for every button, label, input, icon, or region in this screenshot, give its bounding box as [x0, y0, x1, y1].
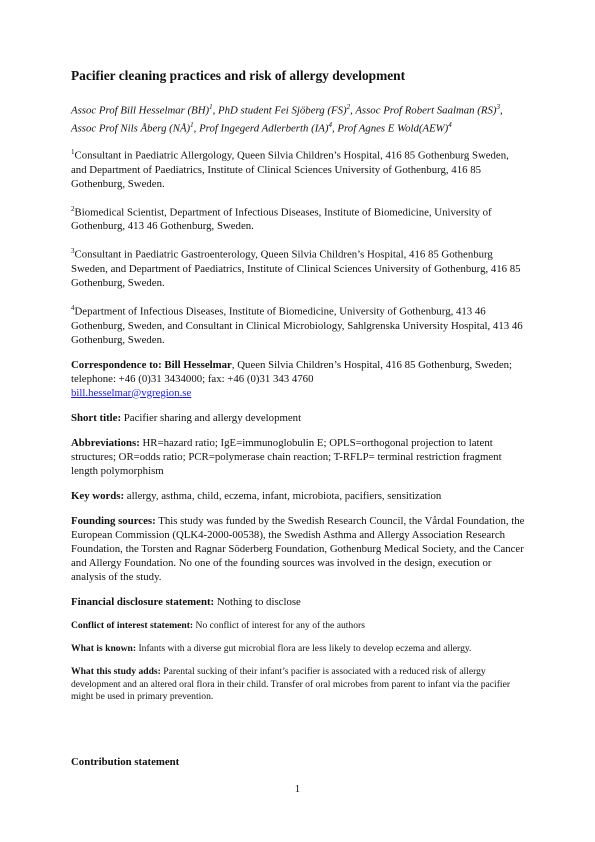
affiliation: [71, 244, 527, 290]
affiliation-text: Department of Infectious Diseases, Institute of Biomedicine, University of Gothenburg, 413 46 Gothenburg, Sweden, and Consultant in Clinical Microbiology, Sahlgrenska University Hospital, 413 46 Gothenburg, Sweden.: [71, 305, 523, 346]
contribution-heading: Contribution statement: [71, 756, 180, 768]
author-affiliation-mark: 3: [496, 103, 500, 112]
what-is-known: [71, 643, 527, 655]
affiliation-number: 3: [71, 247, 75, 256]
correspondence-email-link[interactable]: bill.hesselmar@vgregion.se: [71, 386, 192, 399]
page-body: [71, 68, 527, 715]
author-name: PhD student Fei Sjöberg (FS): [218, 104, 347, 117]
affiliations: [71, 145, 527, 346]
abbreviations-label: Abbreviations:: [71, 436, 140, 449]
what-study-adds: [71, 666, 527, 703]
conflict-label: Conflict of interest statement:: [71, 619, 194, 631]
keywords-text: allergy, asthma, child, eczema, infant, microbiota, pacifiers, sensitization: [126, 489, 442, 502]
financial-text: Nothing to disclose: [216, 595, 301, 608]
author-name: Prof Ingegerd Adlerberth (IA): [199, 122, 329, 135]
keywords-label: Key words:: [71, 489, 125, 502]
affiliation: [71, 145, 527, 191]
author-affiliation-mark: 2: [346, 103, 351, 112]
affiliation-text: Consultant in Paediatric Gastroenterology, Queen Silvia Children’s Hospital, 416 85 Gothenburg Sweden, and Department of Paediatrics, Institute of Clinical Sciences University of Gothenburg, 416 85 Gothenburg, Sweden.: [71, 249, 521, 290]
paper-title: Pacifier cleaning practices and risk of allergy development: [71, 68, 406, 83]
affiliation-number: 2: [71, 204, 75, 213]
short-title-text: Pacifier sharing and allergy development: [123, 411, 302, 424]
author-affiliation-mark: 1: [190, 120, 194, 129]
author-name: Prof Agnes E Wold(AEW): [337, 122, 449, 135]
correspondence-text: , Queen Silvia Children’s Hospital, 416 85 Gothenburg, Sweden; telephone: +46 (0)31 3434000; fax: +46 (0)31 343 4760: [71, 358, 513, 385]
short-title-label: Short title:: [71, 411, 122, 424]
founding-sources: [71, 514, 527, 584]
page-number: 1: [294, 783, 301, 795]
founding-text: This study was funded by the Swedish Research Council, the Vårdal Foundation, the European Commission (QLK4-2000-00538), the Swedish Asthma and Allergy Association Research Foundation, the Torsten and Ragnar Söderberg Foundation, Gothenburg Medical Society, and the Cancer and Allergy Foundation. No one of the founding sources was involved in the design, execution or analysis of the study.: [71, 514, 525, 583]
affiliation-text: Biomedical Scientist, Department of Infectious Diseases, Institute of Biomedicine, University of Gothenburg, 413 46 Gothenburg, Sweden.: [71, 206, 492, 233]
adds-label: What this study adds:: [71, 666, 161, 678]
correspondence-label: Correspondence to:: [71, 358, 162, 371]
conflict-of-interest: [71, 620, 527, 632]
affiliation-text: Consultant in Paediatric Allergology, Queen Silvia Children’s Hospital, 416 85 Gothenburg Sweden, and Department of Paediatrics, Institute of Clinical Sciences University of Gothenburg, 416 85 Gothenburg, Sweden.: [71, 149, 509, 190]
keywords: [71, 489, 527, 503]
conflict-text: No conflict of interest for any of the authors: [195, 619, 365, 631]
affiliation: [71, 301, 527, 347]
author-name: Assoc Prof Nils Åberg (NÅ): [71, 122, 191, 135]
author-affiliation-mark: 4: [328, 120, 332, 129]
affiliation-number: 1: [71, 148, 75, 157]
founding-label: Founding sources:: [71, 514, 156, 527]
known-label: What is known:: [71, 643, 137, 655]
financial-disclosure: [71, 595, 527, 609]
author-affiliation-mark: 4: [448, 120, 452, 129]
adds-text: Parental sucking of their infant’s pacifier is associated with a reduced risk of allergy development and an altered oral flora in their child. Transfer of oral microbes from parent to infant via the pacifier might be used in primary prevention.: [71, 666, 511, 703]
financial-label: Financial disclosure statement:: [71, 595, 215, 608]
short-title: [71, 411, 527, 425]
correspondence-name: Bill Hesselmar: [164, 358, 232, 371]
affiliation-number: 4: [71, 304, 75, 313]
abbreviations: [71, 436, 527, 478]
author-list: Assoc Prof Bill Hesselmar (BH)$^1$, PhD student Fei Sjöberg (FS)$^2$, Assoc Prof Robert Saalman (RS)$^3$, Assoc Prof Nils Åberg (NÅ)$^1$, Prof Ingegerd Adlerberth (IA)$^4$, Prof Agnes E Wold(AEW)$^4$: [71, 103, 503, 135]
author-affiliation-mark: 1: [209, 103, 213, 112]
abbreviations-text: HR=hazard ratio; IgE=immunoglobulin E; OPLS=orthogonal projection to latent structures; OR=odds ratio; PCR=polymerase chain reaction; T-RFLP= terminal restriction fragment length polymorphism: [71, 436, 502, 477]
author-name: Assoc Prof Robert Saalman (RS): [355, 104, 497, 117]
known-text: Infants with a diverse gut microbial flora are less likely to develop eczema and allergy.: [138, 643, 472, 655]
correspondence: [71, 358, 527, 400]
author-name: Assoc Prof Bill Hesselmar (BH): [71, 104, 210, 117]
affiliation: [71, 202, 527, 234]
